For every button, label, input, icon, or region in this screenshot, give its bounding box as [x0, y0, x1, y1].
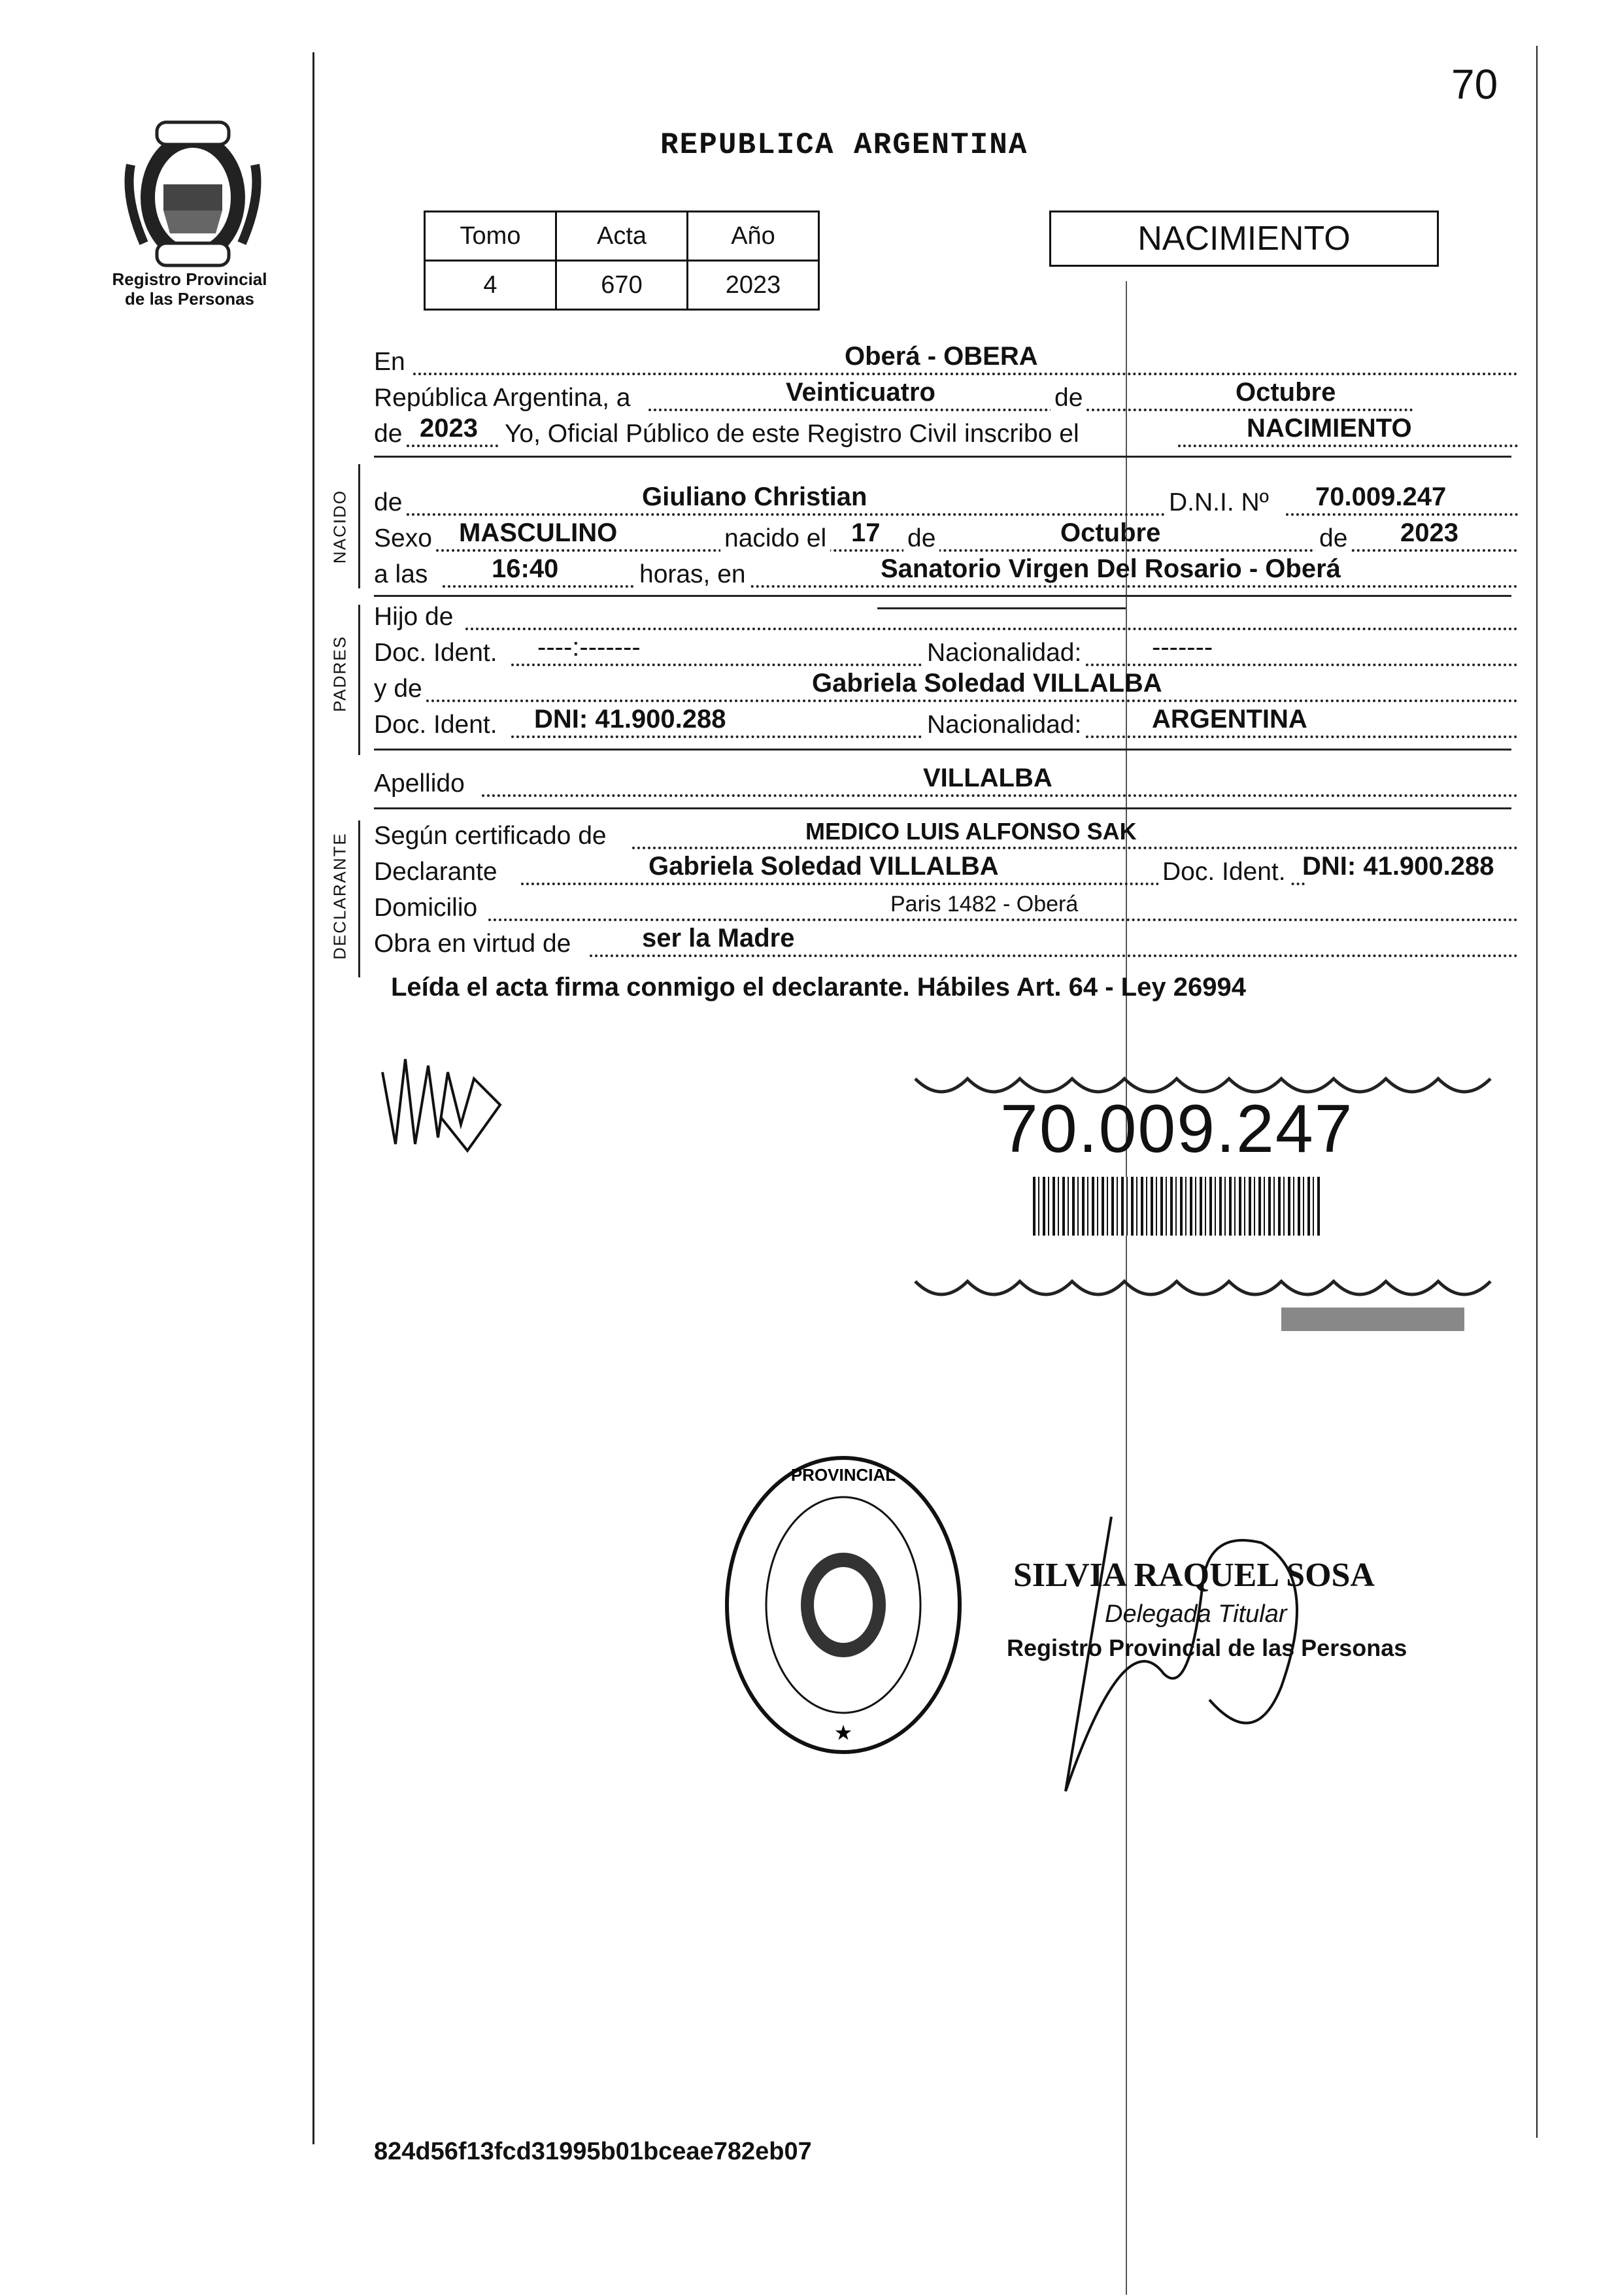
sexo-value: MASCULINO [459, 518, 618, 547]
declarant-signature [376, 1046, 507, 1157]
dni-label: D.N.I. Nº [1165, 488, 1273, 517]
certificado-label: Según certificado de [374, 822, 607, 850]
en-label: En [374, 348, 405, 376]
a-las-label: a las [374, 560, 428, 588]
nacido-line-sex [374, 518, 1518, 556]
apellido-line [374, 764, 1518, 801]
certificado-value: MEDICO LUIS ALFONSO SAK [805, 818, 1137, 845]
declarante-section-label: DECLARANTE [329, 832, 350, 960]
de-label-2: de [374, 488, 403, 516]
document-title: REPUBLICA ARGENTINA [660, 128, 1028, 162]
father-nationality-value: ------- [1152, 633, 1213, 662]
apellido-label: Apellido [374, 769, 465, 798]
sexo-label: Sexo [374, 524, 432, 552]
day-value: Veinticuatro [786, 378, 935, 407]
officer-signature [1046, 1504, 1321, 1804]
padres-section-label: PADRES [329, 635, 350, 712]
declarante-value: Gabriela Soledad VILLALBA [648, 852, 999, 881]
birth-day-value: 17 [851, 518, 881, 547]
registry-caption-line1: Registro Provincial [112, 269, 267, 289]
child-name-value: Giuliano Christian [642, 482, 867, 511]
section-divider [374, 456, 1511, 458]
act-table-value: 4 [425, 261, 556, 310]
oficial-text: Yo, Oficial Público de este Registro Civil inscribo el [505, 420, 1079, 448]
nacionalidad-label: Nacionalidad: [923, 639, 1085, 667]
officer-role: Delegada Titular [1105, 1600, 1287, 1628]
declarante-line-name [374, 852, 1518, 889]
domicilio-label: Domicilio [374, 894, 478, 922]
domicilio-value: Paris 1482 - Oberá [890, 892, 1079, 917]
mother-name-value: Gabriela Soledad VILLALBA [812, 669, 1162, 698]
act-table-header-row [425, 212, 819, 261]
act-table-header: Acta [556, 212, 688, 261]
province-logo [118, 112, 268, 276]
section-divider [374, 807, 1511, 809]
act-type-box: NACIMIENTO [1049, 211, 1439, 267]
de-year-label: de [374, 420, 403, 448]
horas-label: horas, en [635, 560, 750, 589]
y-de-label: y de [374, 675, 422, 703]
obra-value: ser la Madre [642, 924, 795, 953]
doc-ident-label-3: Doc. Ident. [1158, 858, 1290, 886]
doc-ident-label: Doc. Ident. [374, 639, 497, 667]
barcode [1033, 1177, 1321, 1236]
declarante-line-cert [374, 820, 1518, 853]
de-label-3: de [903, 524, 939, 553]
child-dni-value: 70.009.247 [1315, 482, 1447, 511]
father-doc-value: ----:------- [537, 633, 641, 662]
page-number: 70 [1451, 61, 1498, 108]
hijo-de-label: Hijo de [374, 603, 454, 631]
left-margin-rule [312, 52, 314, 2144]
padres-line-father [374, 601, 1518, 634]
declarante-label: Declarante [374, 858, 497, 886]
intro-line-inscription [374, 414, 1518, 451]
padres-bar [358, 605, 360, 755]
father-name-blank [877, 607, 1126, 609]
section-divider [374, 749, 1511, 751]
legal-text: Leída el acta firma conmigo el declarante. Hábiles Art. 64 - Ley 26994 [391, 973, 1246, 1002]
nacionalidad-label-2: Nacionalidad: [923, 711, 1085, 739]
month-value: Octubre [1236, 378, 1336, 407]
section-divider [374, 595, 1511, 597]
de-label: de [1051, 384, 1086, 413]
stamp-number: 70.009.247 [1000, 1091, 1354, 1167]
registry-caption-line2: de las Personas [125, 289, 254, 309]
republic-label: República Argentina, a [374, 384, 631, 412]
document-hash: 824d56f13fcd31995b01bceae782eb07 [374, 2138, 812, 2165]
act-table-value: 670 [556, 261, 688, 310]
birth-place-value: Sanatorio Virgen Del Rosario - Oberá [881, 554, 1341, 583]
declarante-line-address [374, 892, 1518, 925]
declarante-bar [358, 820, 360, 977]
de-label-4: de [1315, 524, 1351, 553]
birth-month-value: Octubre [1060, 518, 1161, 547]
apellido-value: VILLALBA [923, 764, 1052, 792]
time-value: 16:40 [492, 554, 559, 583]
mother-doc-value: DNI: 41.900.288 [534, 705, 726, 734]
declarante-doc-value: DNI: 41.900.288 [1302, 852, 1494, 881]
intro-line-date [374, 378, 1518, 415]
intro-line-place [374, 342, 1518, 379]
obra-label: Obra en virtud de [374, 930, 571, 958]
officer-name: SILVIA RAQUEL SOSA [1013, 1557, 1375, 1594]
padres-line-mother [374, 669, 1518, 706]
mother-nationality-value: ARGENTINA [1152, 705, 1307, 734]
nacido-line-name [374, 482, 1518, 520]
act-type-value: NACIMIENTO [1247, 414, 1412, 443]
birth-year-value: 2023 [1400, 518, 1458, 547]
registry-caption [92, 269, 288, 309]
padres-line-mother-doc [374, 705, 1518, 742]
year-value: 2023 [420, 414, 478, 443]
act-table-header: Año [688, 212, 819, 261]
official-seal [719, 1451, 968, 1759]
declarante-line-obra [374, 924, 1518, 961]
act-number-table [424, 211, 820, 311]
svg-text:★: ★ [835, 1723, 852, 1743]
padres-line-father-doc [374, 633, 1518, 670]
act-table-value-row [425, 261, 819, 310]
place-value: Oberá - OBERA [845, 342, 1038, 371]
act-table-header: Tomo [425, 212, 556, 261]
nacido-line-time [374, 554, 1518, 592]
nacido-el-label: nacido el [720, 524, 830, 553]
doc-ident-label-2: Doc. Ident. [374, 711, 497, 739]
nacido-section-label: NACIDO [329, 489, 350, 564]
nacido-bar [358, 464, 360, 588]
officer-registry: Registro Provincial de las Personas [1007, 1634, 1407, 1661]
svg-text:PROVINCIAL: PROVINCIAL [790, 1465, 896, 1485]
act-table-value: 2023 [688, 261, 819, 310]
right-margin-rule [1536, 46, 1538, 2138]
